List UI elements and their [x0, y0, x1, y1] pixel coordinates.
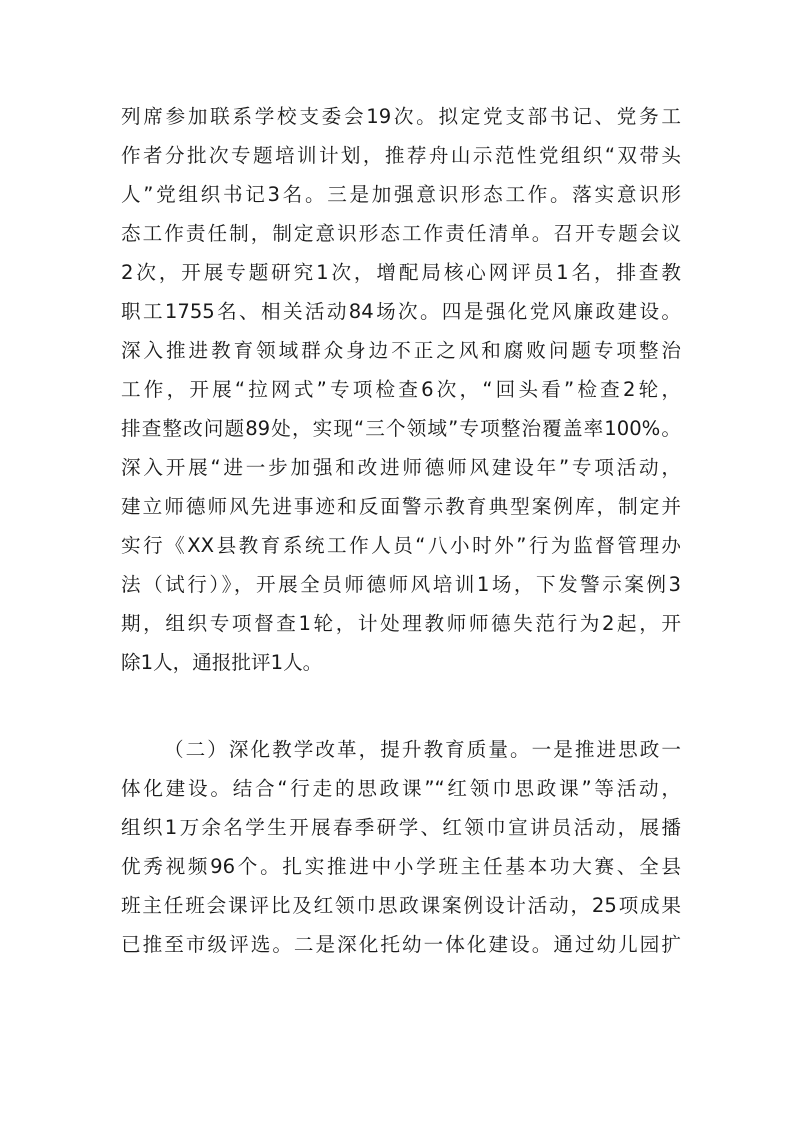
text-line: 作者分批次专题培训计划，推荐舟山示范性党组织“双带头	[121, 144, 681, 167]
text-line-indented: （二）深化教学改革，提升教育质量。一是推进思政一	[164, 738, 681, 761]
text-line: 深入推进教育领域群众身边不正之风和腐败问题专项整治	[121, 339, 681, 362]
text-line: 实行《XX县教育系统工作人员“八小时外”行为监督管理办	[121, 534, 681, 557]
text-line: 职工1755名、相关活动84场次。四是强化党风廉政建设。	[121, 300, 681, 323]
text-line: 2次，开展专题研究1次，增配局核心网评员1名，排查教	[121, 261, 681, 284]
text-line: 列席参加联系学校支委会19次。拟定党支部书记、党务工	[121, 105, 681, 128]
text-line: 体化建设。结合“行走的思政课”“红领巾思政课”等活动，	[121, 777, 681, 800]
text-line: 建立师德师风先进事迹和反面警示教育典型案例库，制定并	[121, 495, 681, 518]
text-line: 工作，开展“拉网式”专项检查6次，“回头看”检查2轮，	[121, 378, 681, 401]
text-line: 期，组织专项督查1轮，计处理教师师德失范行为2起，开	[121, 612, 681, 635]
text-line: 已推至市级评选。二是深化托幼一体化建设。通过幼儿园扩	[121, 933, 681, 956]
text-line: 人”党组织书记3名。三是加强意识形态工作。落实意识形	[121, 183, 681, 206]
text-line: 组织1万余名学生开展春季研学、红领巾宣讲员活动，展播	[121, 816, 681, 839]
text-line: 深入开展“进一步加强和改进师德师风建设年”专项活动，	[121, 456, 681, 479]
text-line: 优秀视频96个。扎实推进中小学班主任基本功大赛、全县	[121, 855, 681, 878]
text-line: 排查整改问题89处，实现“三个领域”专项整治覆盖率100%。	[121, 417, 681, 440]
text-line: 班主任班会课评比及红领巾思政课案例设计活动，25项成果	[121, 894, 681, 917]
text-line: 除1人，通报批评1人。	[121, 651, 323, 674]
text-line: 法（试行）》，开展全员师德师风培训1场，下发警示案例3	[121, 573, 681, 596]
text-line: 态工作责任制，制定意识形态工作责任清单。召开专题会议	[121, 222, 681, 245]
